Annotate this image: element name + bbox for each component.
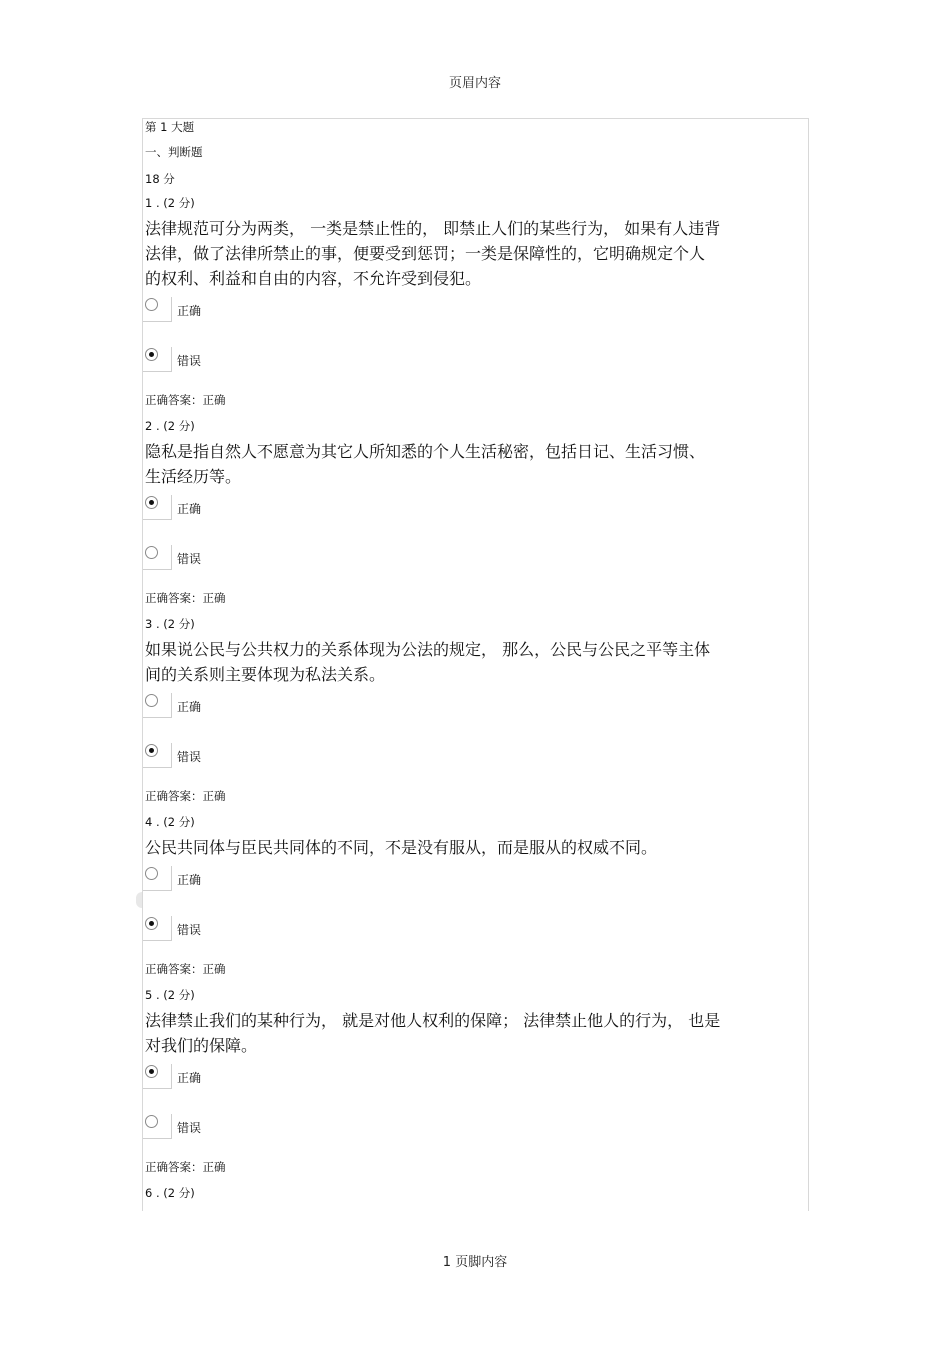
question-text-line: 公民共同体与臣民共同体的不同，不是没有服从，而是服从的权威不同。 xyxy=(145,838,658,857)
question-text-line: 法律禁止我们的某种行为， 就是对他人权利的保障； 法律禁止他人的行为， 也是 xyxy=(145,1011,721,1030)
exam-frame xyxy=(142,118,809,1211)
radio-box[interactable] xyxy=(143,916,172,941)
page-footer: 1 页脚内容 xyxy=(442,1255,508,1270)
question-text-line: 法律，做了法律所禁止的事，便要受到惩罚；一类是保障性的，它明确规定个人 xyxy=(145,244,706,263)
radio-true[interactable] xyxy=(145,867,158,880)
radio-box[interactable] xyxy=(143,743,172,768)
question-2-head: 2 . (2 分) xyxy=(145,419,195,433)
option-true[interactable] xyxy=(145,687,808,737)
option-label: 错误 xyxy=(177,923,202,937)
question-1-head: 1 . (2 分) xyxy=(145,196,195,210)
radio-true[interactable] xyxy=(145,298,158,311)
option-true[interactable] xyxy=(145,489,808,539)
correct-answer: 正确答案：正确 xyxy=(145,789,226,803)
question-text-line: 如果说公民与公共权力的关系体现为公法的规定， 那么，公民与公民之平等主体 xyxy=(145,640,711,659)
radio-box[interactable] xyxy=(143,297,172,322)
question-text-line: 对我们的保障。 xyxy=(145,1036,258,1055)
exam-content xyxy=(145,119,808,1208)
section-subtitle: 一、判断题 xyxy=(145,145,203,159)
option-label: 错误 xyxy=(177,354,202,368)
option-label: 正确 xyxy=(177,502,202,516)
question-1 xyxy=(145,194,808,417)
radio-false[interactable] xyxy=(145,917,158,930)
radio-false[interactable] xyxy=(145,348,158,361)
option-label: 正确 xyxy=(177,304,202,318)
radio-false[interactable] xyxy=(145,1115,158,1128)
option-label: 错误 xyxy=(177,552,202,566)
correct-answer: 正确答案：正确 xyxy=(145,393,226,407)
question-4 xyxy=(145,813,808,986)
option-true[interactable] xyxy=(145,1058,808,1108)
question-3-head: 3 . (2 分) xyxy=(145,617,195,631)
question-text-line: 隐私是指自然人不愿意为其它人所知悉的个人生活秘密，包括日记、生活习惯、 xyxy=(145,442,706,461)
section-score: 18 分 xyxy=(145,172,175,186)
correct-answer: 正确答案：正确 xyxy=(145,1160,226,1174)
page-header: 页眉内容 xyxy=(448,76,501,91)
section-title: 第 1 大题 xyxy=(145,120,195,134)
option-false[interactable] xyxy=(145,539,808,589)
radio-true[interactable] xyxy=(145,1065,158,1078)
question-5-text xyxy=(145,1008,808,1058)
radio-false[interactable] xyxy=(145,546,158,559)
radio-true[interactable] xyxy=(145,694,158,707)
question-6 xyxy=(145,1184,808,1208)
question-text-line: 生活经历等。 xyxy=(145,467,242,486)
radio-box[interactable] xyxy=(143,693,172,718)
radio-box[interactable] xyxy=(143,866,172,891)
radio-false[interactable] xyxy=(145,744,158,757)
question-1-text xyxy=(145,216,808,291)
question-2-text xyxy=(145,439,808,489)
option-label: 正确 xyxy=(177,700,202,714)
correct-answer: 正确答案：正确 xyxy=(145,591,226,605)
option-label: 错误 xyxy=(177,750,202,764)
radio-box[interactable] xyxy=(143,1064,172,1089)
option-label: 正确 xyxy=(177,873,202,887)
question-text-line: 间的关系则主要体现为私法关系。 xyxy=(145,665,386,684)
option-true[interactable] xyxy=(145,860,808,910)
option-label: 正确 xyxy=(177,1071,202,1085)
question-5-head: 5 . (2 分) xyxy=(145,988,195,1002)
radio-box[interactable] xyxy=(143,347,172,372)
question-6-head: 6 . (2 分) xyxy=(145,1186,195,1200)
option-false[interactable] xyxy=(145,1108,808,1158)
question-2 xyxy=(145,417,808,615)
question-4-head: 4 . (2 分) xyxy=(145,815,195,829)
radio-true[interactable] xyxy=(145,496,158,509)
question-text-line: 的权利、利益和自由的内容，不允许受到侵犯。 xyxy=(145,269,482,288)
option-false[interactable] xyxy=(145,341,808,391)
question-3-text xyxy=(145,637,808,687)
option-false[interactable] xyxy=(145,737,808,787)
correct-answer: 正确答案：正确 xyxy=(145,962,226,976)
radio-box[interactable] xyxy=(143,545,172,570)
question-5 xyxy=(145,986,808,1184)
radio-box[interactable] xyxy=(143,495,172,520)
question-3 xyxy=(145,615,808,813)
option-true[interactable] xyxy=(145,291,808,341)
option-label: 错误 xyxy=(177,1121,202,1135)
option-false[interactable] xyxy=(145,910,808,960)
question-text-line: 法律规范可分为两类， 一类是禁止性的， 即禁止人们的某些行为， 如果有人违背 xyxy=(145,219,721,238)
radio-box[interactable] xyxy=(143,1114,172,1139)
question-4-text xyxy=(145,835,808,860)
